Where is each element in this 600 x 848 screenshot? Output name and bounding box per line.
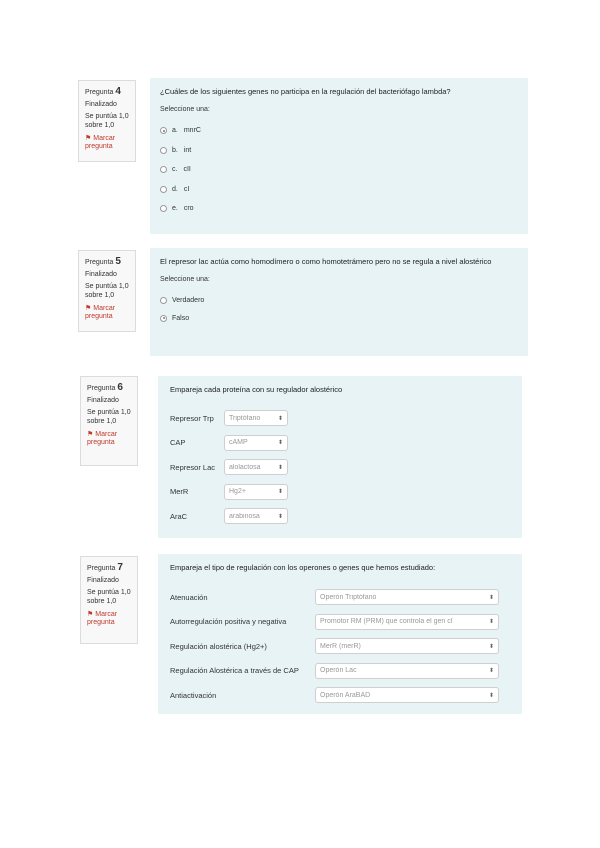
flag-icon: ⚑ xyxy=(85,134,92,142)
question-text: Empareja cada proteína con su regulador alostérico xyxy=(170,385,343,394)
match-row: Represor Lac alolactosa ⬍ xyxy=(170,455,510,480)
question-content-4 xyxy=(150,78,528,234)
radio-button[interactable] xyxy=(160,127,167,134)
chevron-down-icon: ⬍ xyxy=(277,440,283,447)
question-number: Pregunta 6 xyxy=(87,382,123,393)
answer-option-d[interactable]: d. cI xyxy=(160,180,518,200)
answer-option-e[interactable]: e. cro xyxy=(160,199,518,219)
match-row: Autorregulación positiva y negativa Promotor RM (PRM) que controla el gen cI ⬍ xyxy=(170,610,510,635)
chevron-down-icon: ⬍ xyxy=(277,513,283,520)
match-row: MerR Hg2+ ⬍ xyxy=(170,480,510,505)
match-row: Antiactivación Operón AraBAD ⬍ xyxy=(170,683,510,708)
question-state: Finalizado xyxy=(85,101,117,108)
question-info-7 xyxy=(80,556,138,644)
chevron-down-icon: ⬍ xyxy=(488,692,494,699)
flag-question-link[interactable]: ⚑ Marcar pregunta xyxy=(87,430,118,447)
question-number: Pregunta 5 xyxy=(85,256,121,267)
match-row: Atenuación Operón Triptófano ⬍ xyxy=(170,585,510,610)
radio-button[interactable] xyxy=(160,297,167,304)
match-select[interactable]: alolactosa ⬍ xyxy=(224,459,288,475)
chevron-down-icon: ⬍ xyxy=(277,489,283,496)
chevron-down-icon: ⬍ xyxy=(488,594,494,601)
flag-icon: ⚑ xyxy=(87,610,94,618)
flag-question-link[interactable]: ⚑ Marcar pregunta xyxy=(85,304,116,321)
flag-question-link[interactable]: ⚑ Marcar pregunta xyxy=(85,134,116,151)
chevron-down-icon: ⬍ xyxy=(277,415,283,422)
question-text: El represor lac actúa como homodímero o como homotetrámero pero no se regula a nivel alostérico xyxy=(160,257,492,266)
radio-button[interactable] xyxy=(160,186,167,193)
match-select[interactable]: Operón Triptófano ⬍ xyxy=(315,589,499,605)
select-prompt: Seleccione una: xyxy=(160,276,210,283)
match-select[interactable]: Operón Lac ⬍ xyxy=(315,663,499,679)
match-select[interactable]: Triptófano ⬍ xyxy=(224,410,288,426)
match-row: AraC arabinosa ⬍ xyxy=(170,504,510,529)
answer-option-c[interactable]: c. cII xyxy=(160,160,518,180)
radio-button[interactable] xyxy=(160,315,167,322)
match-row: Regulación alostérica (Hg2+) MerR (merR) ⬍ xyxy=(170,634,510,659)
question-grade: Se puntúa 1,0 sobre 1,0 xyxy=(85,283,129,299)
question-content-6 xyxy=(158,376,522,538)
answer-option-true[interactable]: Verdadero xyxy=(160,291,518,309)
flag-icon: ⚑ xyxy=(85,304,92,312)
question-text: Empareja el tipo de regulación con los operones o genes que hemos estudiado: xyxy=(170,563,436,572)
flag-question-link[interactable]: ⚑ Marcar pregunta xyxy=(87,610,118,627)
question-number: Pregunta 4 xyxy=(85,86,121,97)
match-select[interactable]: arabinosa ⬍ xyxy=(224,508,288,524)
flag-icon: ⚑ xyxy=(87,430,94,438)
answer-option-false[interactable]: Falso xyxy=(160,309,518,327)
match-select[interactable]: cAMP ⬍ xyxy=(224,435,288,451)
question-text: ¿Cuáles de los siguientes genes no participa en la regulación del bacteriófago lambda? xyxy=(160,87,451,96)
question-state: Finalizado xyxy=(85,271,117,278)
radio-button[interactable] xyxy=(160,166,167,173)
match-row: Represor Trp Triptófano ⬍ xyxy=(170,406,510,431)
radio-button[interactable] xyxy=(160,147,167,154)
chevron-down-icon: ⬍ xyxy=(488,619,494,626)
match-row: CAP cAMP ⬍ xyxy=(170,431,510,456)
question-state: Finalizado xyxy=(87,577,119,584)
question-number: Pregunta 7 xyxy=(87,562,123,573)
answer-option-a[interactable]: a. mnrC xyxy=(160,121,518,141)
question-state: Finalizado xyxy=(87,397,119,404)
match-select[interactable]: MerR (merR) ⬍ xyxy=(315,638,499,654)
match-select[interactable]: Hg2+ ⬍ xyxy=(224,484,288,500)
question-info-4 xyxy=(78,80,136,162)
match-select[interactable]: Promotor RM (PRM) que controla el gen cI ⬍ xyxy=(315,614,499,630)
answer-option-b[interactable]: b. int xyxy=(160,141,518,161)
question-grade: Se puntúa 1,0 sobre 1,0 xyxy=(87,409,131,425)
question-content-7 xyxy=(158,554,522,714)
match-row: Regulación Alostérica a través de CAP Operón Lac ⬍ xyxy=(170,659,510,684)
radio-button[interactable] xyxy=(160,205,167,212)
match-select[interactable]: Operón AraBAD ⬍ xyxy=(315,687,499,703)
chevron-down-icon: ⬍ xyxy=(488,643,494,650)
select-prompt: Seleccione una: xyxy=(160,106,210,113)
question-info-5 xyxy=(78,250,136,332)
question-info-6 xyxy=(80,376,138,466)
question-grade: Se puntúa 1,0 sobre 1,0 xyxy=(87,589,131,605)
chevron-down-icon: ⬍ xyxy=(488,668,494,675)
chevron-down-icon: ⬍ xyxy=(277,464,283,471)
question-content-5 xyxy=(150,248,528,356)
question-grade: Se puntúa 1,0 sobre 1,0 xyxy=(85,113,129,129)
